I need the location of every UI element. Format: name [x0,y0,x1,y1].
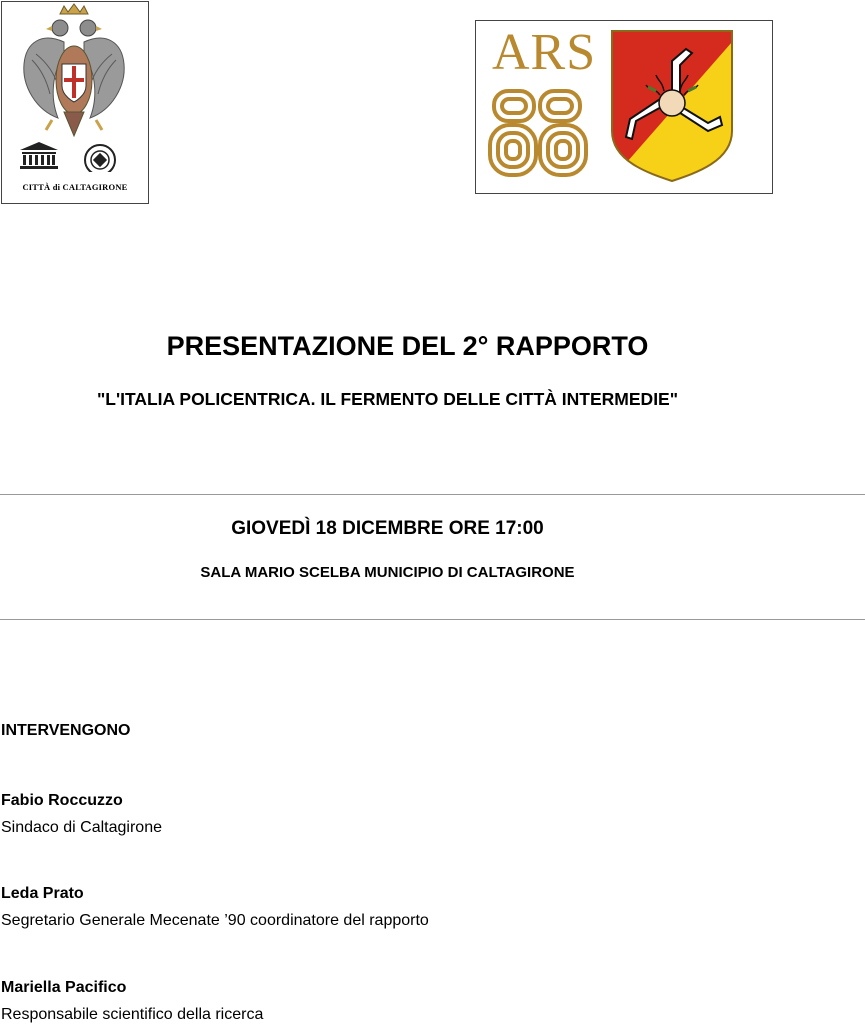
city-caption: CITTÀ di CALTAGIRONE [22,182,128,192]
speakers-heading: INTERVENGONO [1,722,131,739]
ars-logo [475,20,773,194]
speaker-role: Responsabile scientifico della ricerca [1,1006,264,1023]
event-date: GIOVEDÌ 18 DICEMBRE ORE 17:00 [231,518,544,539]
unesco-icon [20,142,58,169]
speaker-name: Mariella Pacifico [1,979,127,996]
speaker-item [1,881,429,935]
speaker-name: Fabio Roccuzzo [1,792,123,809]
ars-wordmark: ARS [492,24,597,81]
divider-top [0,494,865,495]
event-subtitle: "L'ITALIA POLICENTRICA. IL FERMENTO DELLE CITTÀ INTERMEDIE" [96,389,679,409]
caltagirone-logo [1,1,149,204]
world-heritage-icon [85,145,115,172]
speaker-item [1,975,263,1029]
event-title: PRESENTAZIONE DEL 2° RAPPORTO [166,331,649,361]
sicily-flag-shield-icon [606,26,746,186]
speaker-role: Sindaco di Caltagirone [1,819,162,836]
spiral-ornament-icon [490,91,586,175]
speaker-name: Leda Prato [1,885,84,902]
speaker-role: Segretario Generale Mecenate ’90 coordinatore del rapporto [1,912,429,929]
speaker-item [1,788,162,842]
event-venue: SALA MARIO SCELBA MUNICIPIO DI CALTAGIRONE [200,564,575,581]
divider-bottom [0,619,865,620]
eagle-crest-icon [2,2,148,172]
